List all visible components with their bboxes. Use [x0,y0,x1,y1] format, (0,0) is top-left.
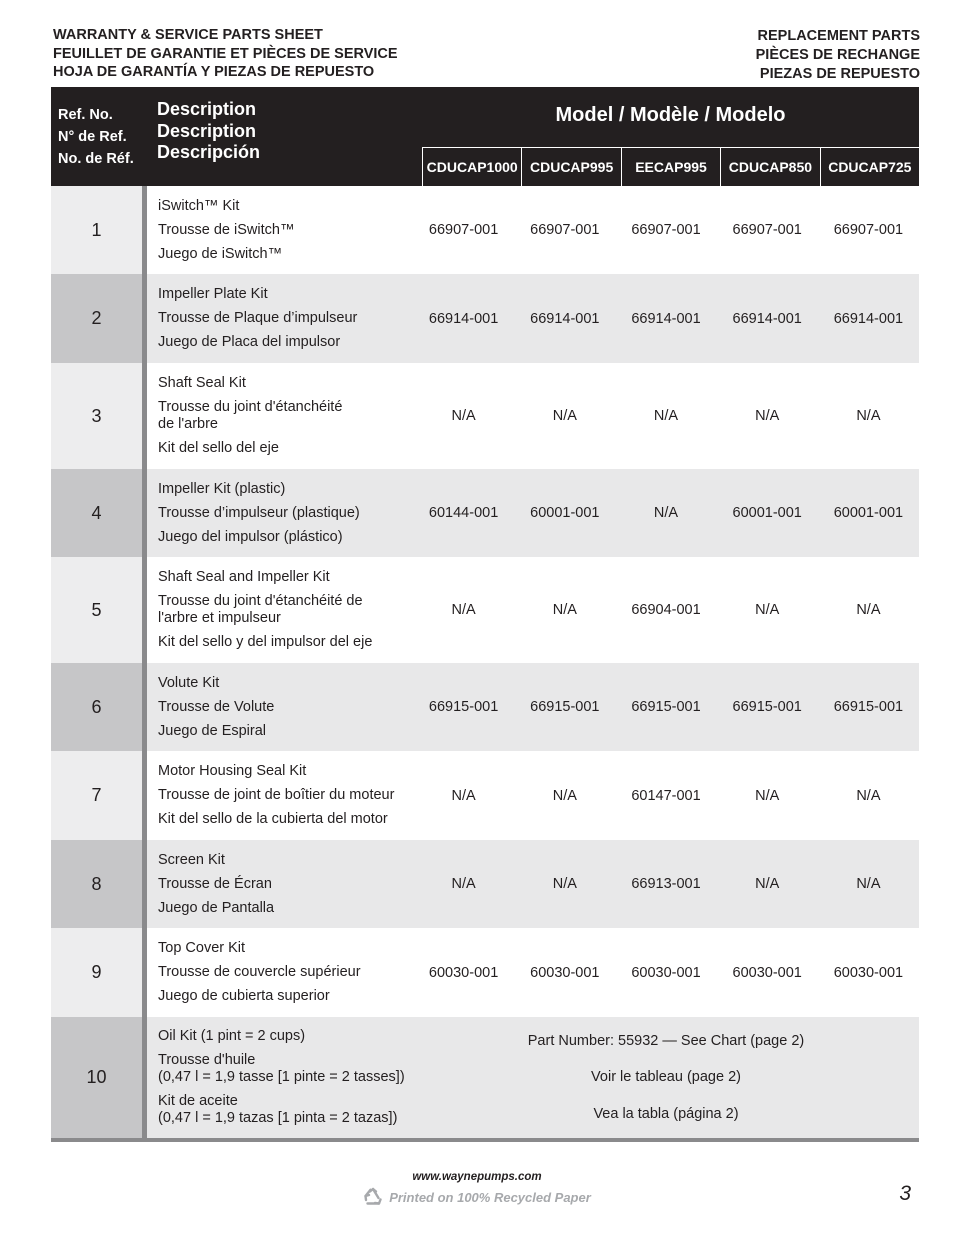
part-number: 60030-001 [631,964,701,981]
section-title-block [756,27,920,84]
sheet-title-es: HOJA DE GARANTÍA Y PIEZAS DE REPUESTO [53,64,375,80]
oil-kit-note [413,1017,919,1138]
part-number: N/A [856,787,881,804]
part-number: 66915-001 [631,699,701,715]
ref-number: 2 [51,274,147,363]
part-number: 66915-001 [530,699,600,715]
ref-number: 6 [51,663,147,751]
model-column-header: CDUCAP850 [720,147,819,186]
part-number: N/A [451,602,476,618]
table-row [51,840,919,928]
row-description [147,557,413,663]
description-header-es: Descripción [157,142,261,162]
description-en: Motor Housing Seal Kit [158,763,307,779]
part-number: 60144-001 [428,505,499,521]
row-description [147,1017,413,1138]
ref-number: 4 [51,469,147,557]
recycled-text: Printed on 100% Recycled Paper [389,1189,591,1205]
description-es: Kit del sello y del impulsor del eje [158,634,373,650]
part-number: 66915-001 [833,699,904,715]
part-number: 66914-001 [530,310,600,327]
part-number: 66913-001 [631,876,701,892]
description-es: Kit de aceite (0,47 l = 1,9 tazas [1 pinta = 2 tazas]) [158,1093,398,1126]
row-description [147,363,413,469]
description-fr: Trousse de Volute [158,698,275,715]
part-number: 66915-001 [732,699,802,715]
model-columns [422,147,919,186]
part-number: N/A [451,408,476,424]
ref-number: 10 [51,1017,147,1138]
part-number: N/A [552,408,577,424]
description-header-fr: Description [157,120,257,141]
table-row [51,186,919,274]
part-number: N/A [755,602,780,618]
row-description [147,928,413,1017]
table-row [51,663,919,751]
row-description [147,186,413,274]
sheet-title-fr: FEUILLET DE GARANTIE ET PIÈCES DE SERVICE [53,45,398,62]
description-es: Juego de cubierta superior [158,988,330,1004]
sheet-title-block [53,26,398,82]
part-number: 60001-001 [732,505,802,521]
description-en: iSwitch™ Kit [158,197,240,214]
part-number: 60147-001 [631,787,701,804]
table-row [51,469,919,557]
part-number: 60001-001 [530,505,600,521]
description-en: Volute Kit [158,674,220,691]
model-column-header: CDUCAP1000 [422,147,521,186]
row-description [147,840,413,928]
part-number: 66914-001 [631,310,701,327]
ref-number: 9 [51,928,147,1017]
part-number: N/A [755,787,780,804]
part-number: 66907-001 [428,222,499,238]
description-en: Impeller Plate Kit [158,286,268,302]
part-number: 66904-001 [631,602,701,618]
description-fr: Trousse de Plaque d’impulseur [158,310,358,326]
description-fr: Trousse du joint d'étanchéité de l'arbre [158,399,343,432]
description-fr: Trousse de couvercle supérieur [158,964,361,980]
ref-number: 5 [51,557,147,663]
footer [0,1171,954,1212]
table-row [51,274,919,363]
ref-number: 7 [51,751,147,840]
ref-header-fr: N° de Ref. [58,129,127,145]
part-number: N/A [856,408,881,424]
website-link[interactable]: www.waynepumps.com [412,1171,542,1183]
row-description [147,469,413,557]
description-fr: Trousse du joint d'étanchéité de l'arbre et impulseur [158,593,363,626]
part-number: N/A [552,787,577,804]
model-column-header: EECAP995 [621,147,720,186]
row-description [147,274,413,363]
row-description [147,751,413,840]
description-es: Juego de iSwitch™ [158,245,283,262]
description-en: Shaft Seal Kit [158,375,246,391]
description-fr: Trousse de Écran [158,875,272,892]
description-fr: Trousse de iSwitch™ [158,221,295,238]
section-title-fr: PIÈCES DE RECHANGE [755,47,920,63]
section-title-en: REPLACEMENT PARTS [757,28,920,44]
part-number: 66907-001 [732,222,802,238]
ref-number: 3 [51,363,147,469]
description-fr: Trousse de joint de boîtier du moteur [158,787,395,803]
part-number: N/A [552,602,577,618]
table-bottom-rule [51,1138,919,1142]
recycle-icon [363,1187,383,1207]
part-number: 66907-001 [631,222,701,238]
part-number: N/A [552,876,577,892]
model-column-header: CDUCAP995 [521,147,620,186]
part-number: 60030-001 [530,964,600,981]
part-number: N/A [755,408,780,424]
part-number: 66907-001 [530,222,600,238]
description-en: Top Cover Kit [158,940,246,956]
description-fr: Trousse d'huile (0,47 l = 1,9 tasse [1 pinte = 2 tasses]) [158,1052,405,1085]
oil-note-en: Part Number: 55932 — See Chart (page 2) [527,1033,805,1050]
part-number: N/A [856,602,881,618]
model-header: Model / Modèle / Modelo [555,104,786,126]
description-es: Juego del impulsor (plástico) [158,528,343,545]
ref-number: 8 [51,840,147,928]
table-row [51,751,919,840]
description-es: Kit del sello de la cubierta del motor [158,811,388,827]
table-row [51,363,919,469]
description-es: Juego de Placa del impulsor [158,334,341,350]
part-number: 66914-001 [833,310,904,327]
description-es: Juego de Espiral [158,722,267,739]
description-en: Screen Kit [158,851,225,868]
ref-header-en: Ref. No. [58,107,113,123]
part-number: N/A [451,787,476,804]
table-header [51,87,919,186]
section-title-es: PIEZAS DE REPUESTO [759,66,920,82]
row-description [147,663,413,751]
ref-header-es: No. de Réf. [58,151,134,167]
table-row [51,928,919,1017]
part-number: N/A [856,876,881,892]
description-header-en: Description [157,99,257,119]
description-header [157,99,260,164]
part-number: N/A [755,876,780,892]
description-en: Shaft Seal and Impeller Kit [158,569,330,585]
part-number: 60030-001 [732,964,802,981]
parts-table [51,87,919,1142]
description-en: Impeller Kit (plastic) [158,480,286,497]
part-number: 66914-001 [732,310,802,327]
page-number: 3 [899,1182,911,1205]
description-en: Oil Kit (1 pint = 2 cups) [158,1028,306,1044]
oil-note-fr: Voir le tableau (page 2) [591,1069,741,1086]
table-body [51,186,919,1017]
part-number: 66914-001 [428,310,499,327]
ref-header [58,104,134,170]
table-row [51,557,919,663]
oil-note-es: Vea la tabla (página 2) [593,1105,739,1122]
part-number: N/A [653,505,679,521]
part-number: 66915-001 [428,699,499,715]
part-number: 66907-001 [833,222,904,238]
table-row-oil-kit [51,1017,919,1138]
part-number: 60030-001 [428,964,499,981]
sheet-title-en: WARRANTY & SERVICE PARTS SHEET [53,27,323,43]
part-number: N/A [653,408,679,424]
part-number: 60030-001 [833,964,904,981]
ref-number: 1 [51,186,147,274]
part-number: N/A [451,876,476,892]
part-number: 60001-001 [833,505,904,521]
description-es: Kit del sello del eje [158,440,279,456]
model-column-header: CDUCAP725 [820,147,919,186]
description-fr: Trousse d’impulseur (plastique) [158,504,360,521]
recycled-notice [363,1187,591,1207]
description-es: Juego de Pantalla [158,899,275,916]
